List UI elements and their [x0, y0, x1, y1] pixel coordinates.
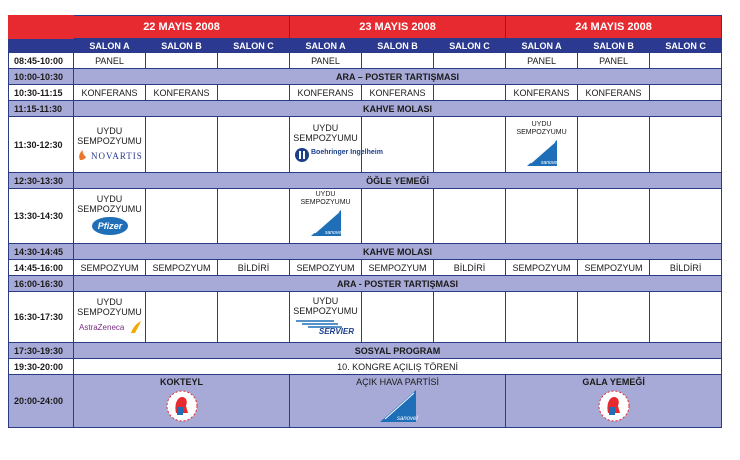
day-header: 24 MAYIS 2008 — [506, 16, 722, 39]
sponsor-session — [74, 117, 146, 173]
time-slot: 11:15-11:30 — [9, 101, 74, 117]
pfizer-logo-text: Pfizer — [97, 221, 122, 231]
salon-header: SALON B — [578, 39, 650, 53]
salon-header: SALON B — [362, 39, 434, 53]
day-header: 23 MAYIS 2008 — [290, 16, 506, 39]
salon-header: SALON A — [74, 39, 146, 53]
boehringer-logo-text: Boehringer Ingelheim — [310, 148, 383, 156]
session-label: UYDU SEMPOZYUMU — [77, 297, 142, 317]
break-band: KAHVE MOLASI — [74, 101, 722, 117]
empty-cell — [362, 292, 434, 343]
congress-emblem-icon — [596, 389, 632, 423]
day-header: 22 MAYIS 2008 — [74, 16, 290, 39]
session-cell — [146, 53, 218, 69]
session-cell: KONFERANS — [506, 85, 578, 101]
time-slot: 10:30-11:15 — [9, 85, 74, 101]
event-title: KOKTEYL — [160, 377, 204, 387]
time-slot: 19:30-20:00 — [9, 359, 74, 375]
astrazeneca-logo — [77, 319, 143, 335]
ceremony-band: 10. KONGRE AÇILIŞ TÖRENİ — [74, 359, 722, 375]
salon-header: SALON C — [650, 39, 722, 53]
session-cell: PANEL — [290, 53, 362, 69]
time-slot: 16:00-16:30 — [9, 276, 74, 292]
time-slot: 14:45-16:00 — [9, 260, 74, 276]
sanovel-logo-text: sanovel — [540, 160, 558, 166]
time-slot: 10:00-10:30 — [9, 69, 74, 85]
evening-event — [290, 375, 506, 428]
time-slot: 13:30-14:30 — [9, 189, 74, 244]
empty-cell — [578, 117, 650, 173]
session-cell: KONFERANS — [290, 85, 362, 101]
session-cell: PANEL — [578, 53, 650, 69]
evening-event — [506, 375, 722, 428]
salon-header: SALON A — [290, 39, 362, 53]
schedule — [8, 15, 722, 428]
empty-cell — [578, 292, 650, 343]
session-cell — [218, 53, 290, 69]
empty-cell — [434, 189, 506, 244]
session-cell — [650, 85, 722, 101]
sanovel-logo — [525, 139, 559, 167]
empty-cell — [650, 117, 722, 173]
session-label: UYDU SEMPOZYUMU — [300, 191, 351, 206]
sanovel-logo — [378, 389, 418, 423]
event-title: AÇIK HAVA PARTİSİ — [356, 377, 439, 387]
session-cell: PANEL — [74, 53, 146, 69]
session-cell: BİLDİRİ — [218, 260, 290, 276]
corner-cell — [9, 39, 74, 53]
novartis-logo-text: NOVARTIS — [90, 150, 143, 161]
session-cell — [362, 53, 434, 69]
servier-logo-text: SERVIER — [318, 327, 354, 336]
sponsor-session — [506, 117, 578, 173]
time-slot: 17:30-19:30 — [9, 343, 74, 359]
sanovel-logo-text: sanovel — [324, 230, 342, 236]
session-cell — [434, 85, 506, 101]
sponsor-session — [74, 189, 146, 244]
evening-event — [74, 375, 290, 428]
empty-cell — [650, 189, 722, 244]
session-cell: SEMPOZYUM — [146, 260, 218, 276]
time-slot: 20:00-24:00 — [9, 375, 74, 428]
session-cell: BİLDİRİ — [650, 260, 722, 276]
session-cell — [434, 53, 506, 69]
congress-emblem-icon — [164, 389, 200, 423]
sponsor-session — [74, 292, 146, 343]
session-cell: KONFERANS — [146, 85, 218, 101]
sponsor-session — [290, 292, 362, 343]
empty-cell — [362, 117, 434, 173]
session-label: UYDU SEMPOZYUMU — [77, 125, 142, 146]
time-slot: 16:30-17:30 — [9, 292, 74, 343]
break-band: ÖĞLE YEMEĞİ — [74, 173, 722, 189]
session-cell — [218, 85, 290, 101]
schedule-table — [8, 15, 722, 428]
time-slot: 11:30-12:30 — [9, 117, 74, 173]
empty-cell — [362, 189, 434, 244]
empty-cell — [218, 117, 290, 173]
break-band: ARA - POSTER TARTIŞMASI — [74, 276, 722, 292]
time-slot: 14:30-14:45 — [9, 244, 74, 260]
time-slot: 08:45-10:00 — [9, 53, 74, 69]
pfizer-logo — [91, 216, 129, 236]
empty-cell — [578, 189, 650, 244]
break-band: KAHVE MOLASI — [74, 244, 722, 260]
empty-cell — [146, 292, 218, 343]
sanovel-logo-text: sanovel — [396, 416, 418, 422]
session-cell — [650, 53, 722, 69]
servier-logo — [294, 318, 358, 336]
boehringer-logo — [294, 145, 383, 165]
astrazeneca-logo-text: AstraZeneca — [78, 323, 124, 332]
empty-cell — [506, 189, 578, 244]
session-cell: SEMPOZYUM — [74, 260, 146, 276]
empty-cell — [434, 117, 506, 173]
time-slot: 12:30-13:30 — [9, 173, 74, 189]
empty-cell — [146, 189, 218, 244]
salon-header: SALON C — [434, 39, 506, 53]
session-cell: KONFERANS — [578, 85, 650, 101]
sponsor-session — [290, 189, 362, 244]
session-cell: SEMPOZYUM — [290, 260, 362, 276]
session-cell: SEMPOZYUM — [506, 260, 578, 276]
session-label: UYDU SEMPOZYUMU — [516, 121, 567, 136]
session-cell: SEMPOZYUM — [578, 260, 650, 276]
session-label: UYDU SEMPOZYUMU — [293, 122, 358, 143]
sponsor-session — [290, 117, 383, 173]
empty-cell — [650, 292, 722, 343]
salon-header: SALON B — [146, 39, 218, 53]
session-cell: KONFERANS — [74, 85, 146, 101]
empty-cell — [218, 189, 290, 244]
session-cell: BİLDİRİ — [434, 260, 506, 276]
session-label: UYDU SEMPOZYUMU — [77, 194, 142, 214]
salon-header: SALON C — [218, 39, 290, 53]
empty-cell — [506, 292, 578, 343]
break-band: ARA – POSTER TARTIŞMASI — [74, 69, 722, 85]
corner-cell — [9, 16, 74, 39]
event-title: GALA YEMEĞİ — [582, 377, 645, 387]
session-cell: KONFERANS — [362, 85, 434, 101]
novartis-logo — [77, 148, 143, 162]
session-cell: SEMPOZYUM — [362, 260, 434, 276]
empty-cell — [218, 292, 290, 343]
session-cell: PANEL — [506, 53, 578, 69]
empty-cell — [434, 292, 506, 343]
break-band: SOSYAL PROGRAM — [74, 343, 722, 359]
sanovel-logo — [309, 209, 343, 237]
empty-cell — [146, 117, 218, 173]
salon-header: SALON A — [506, 39, 578, 53]
session-label: UYDU SEMPOZYUMU — [293, 296, 358, 316]
